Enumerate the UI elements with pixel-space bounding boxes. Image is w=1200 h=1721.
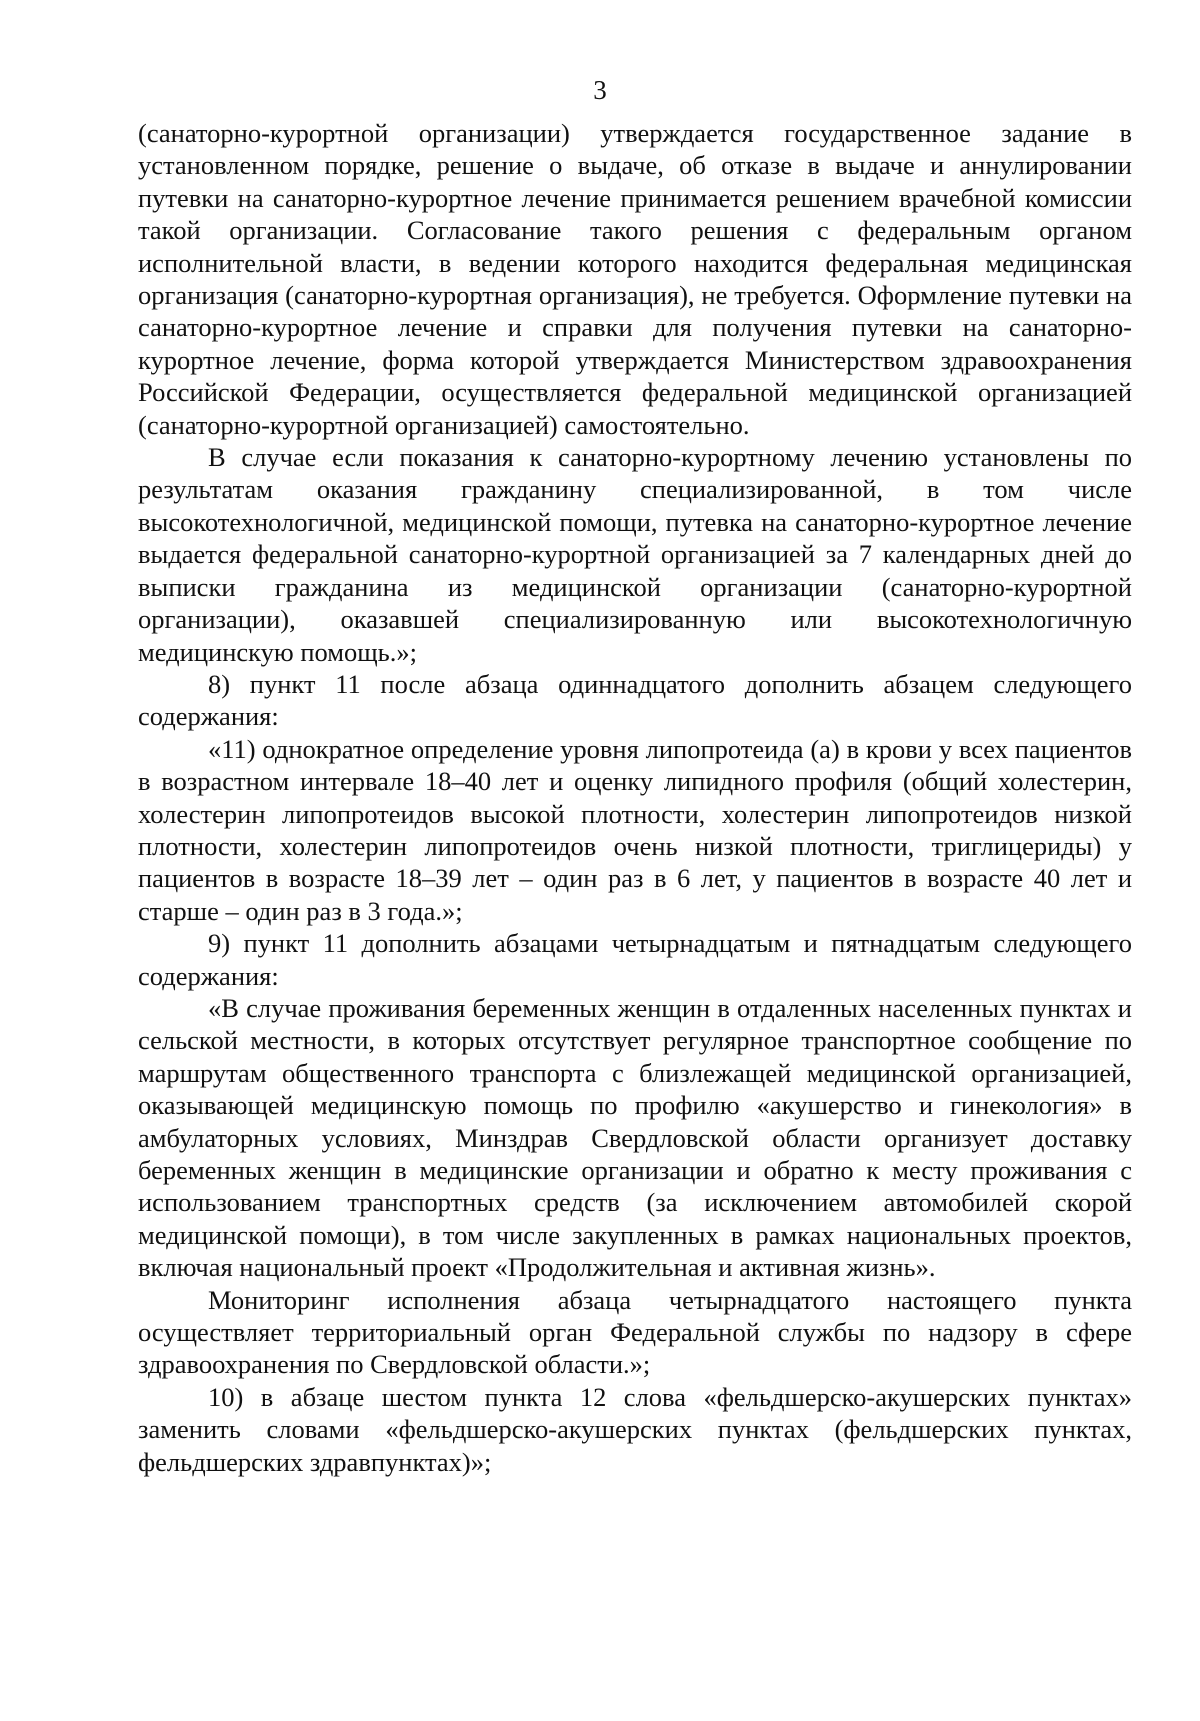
paragraph-lipoprotein-screening: «11) однократное определение уровня липопротеида (а) в крови у всех пациентов в возрастном интервале 18–40 лет и оценку липидного профиля (общий холестерин, холестерин липопротеидов высокой плотности, холестерин липопротеидов низкой плотности, холестерин липопротеидов очень низкой плотности, триглицериды) у пациентов в возрасте 18–39 лет – один раз в 6 лет, у пациентов в возрасте 40 лет и старше – один раз в 3 года.»; xyxy=(138,733,1132,926)
paragraph-amendment-10: 10) в абзаце шестом пункта 12 слова «фельдшерско-акушерских пунктах» заменить словами «фельдшерско-акушерских пунктах (фельдшерских пунктах, фельдшерских здравпунктах)»; xyxy=(138,1381,1132,1477)
document-body xyxy=(138,117,1132,1478)
paragraph-pregnant-transport: «В случае проживания беременных женщин в отдаленных населенных пунктах и сельской местности, в которых отсутствует регулярное транспортное сообщение по маршрутам общественного транспорта с близлежащей медицинской организацией, оказывающей медицинскую помощь по профилю «акушерство и гинекология» в амбулаторных условиях, Минздрав Свердловской области организует доставку беременных женщин в медицинские организации и обратно к месту проживания с использованием транспортных средств (за исключением автомобилей скорой медицинской помощи), в том числе закупленных в рамках национальных проектов, включая национальный проект «Продолжительная и активная жизнь». xyxy=(138,992,1132,1283)
paragraph-amendment-9: 9) пункт 11 дополнить абзацами четырнадцатым и пятнадцатым следующего содержания: xyxy=(138,928,1132,991)
paragraph-amendment-8: 8) пункт 11 после абзаца одиннадцатого дополнить абзацем следующего содержания: xyxy=(138,668,1132,732)
paragraph-specialized-care-voucher: В случае если показания к санаторно-курортному лечению установлены по результатам оказания гражданину специализированной, в том числе высокотехнологичной, медицинской помощи, путевка на санаторно-курортное лечение выдается федеральной санаторно-курортной организацией за 7 календарных дней до выписки гражданина из медицинской организации (санаторно-курортной организации), оказавшей специализированную или высокотехнологичную медицинскую помощь.»; xyxy=(138,442,1132,667)
paragraph-monitoring: Мониторинг исполнения абзаца четырнадцатого настоящего пункта осуществляет территориальный орган Федеральной службы по надзору в сфере здравоохранения по Свердловской области.»; xyxy=(138,1284,1132,1380)
paragraph-sanatorium-assignment: (санаторно-курортной организации) утверждается государственное задание в установленном порядке, решение о выдаче, об отказе в выдаче и аннулировании путевки на санаторно-курортное лечение принимается решением врачебной комиссии такой организации. Согласование такого решения с федеральным органом исполнительной власти, в ведении которого находится федеральная медицинская организация (санаторно-курортная организация), не требуется. Оформление путевки на санаторно-курортное лечение и справки для получения путевки на санаторно-курортное лечение, форма которой утверждается Министерством здравоохранения Российской Федерации, осуществляется федеральной медицинской организацией (санаторно-курортной организацией) самостоятельно. xyxy=(138,118,1132,440)
page-number: 3 xyxy=(593,75,607,105)
